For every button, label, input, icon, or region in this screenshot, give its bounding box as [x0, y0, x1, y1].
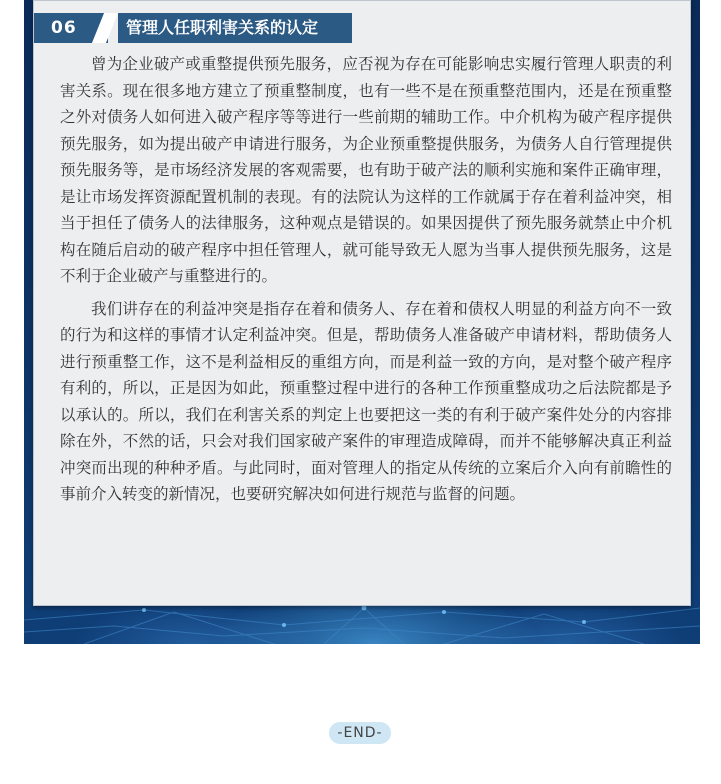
decorative-blue-frame — [24, 0, 700, 644]
section-number: 06 — [34, 13, 108, 43]
section-title: 管理人任职利害关系的认定 — [118, 13, 352, 43]
section-header — [34, 13, 352, 43]
article-card — [33, 0, 691, 606]
article-body — [60, 51, 672, 514]
paragraph-2: 我们讲存在的利益冲突是指存在着和债务人、存在着和债权人明显的利益方向不一致的行为和这样的事情才认定利益冲突。但是，帮助债务人准备破产申请材料，帮助债务人进行预重整工作，这不是利益相反的重组方向，而是利益一致的方向，是对整个破产程序有利的，所以，正是因为如此，预重整过程中进行的各种工作预重整成功之后法院都是予以承认的。所以，我们在利害关系的判定上也要把这一类的有利于破产案件处分的内容排除在外，不然的话，只会对我们国家破产案件的审理造成障碍，而并不能够解决真正利益冲突而出现的种种矛盾。与此同时，面对管理人的指定从传统的立案后介入向有前瞻性的事前介入转变的新情况，也要研究解决如何进行规范与监督的问题。 — [60, 299, 672, 503]
end-badge: -END- — [329, 722, 391, 744]
paragraph-1: 曾为企业破产或重整提供预先服务，应否视为存在可能影响忠实履行管理人职责的利害关系。现在很多地方建立了预重整制度，也有一些不是在预重整范围内，还是在预重整之外对债务人如何进入破产程序等等进行一些前期的辅助工作。中介机构为破产程序提供预先服务，如为提出破产申请进行服务，为企业预重整提供服务，为债务人自行管理提供预先服务等，是市场经济发展的客观需要，也有助于破产法的顺利实施和案件正确审理，是让市场发挥资源配置机制的表现。有的法院认为这样的工作就属于存在着利益冲突，相当于担任了债务人的法律服务，这种观点是错误的。如果因提供了预先服务就禁止中介机构在随后启动的破产程序中担任管理人，就可能导致无人愿为当事人提供预先服务，这是不利于企业破产与重整进行的。 — [60, 55, 672, 285]
